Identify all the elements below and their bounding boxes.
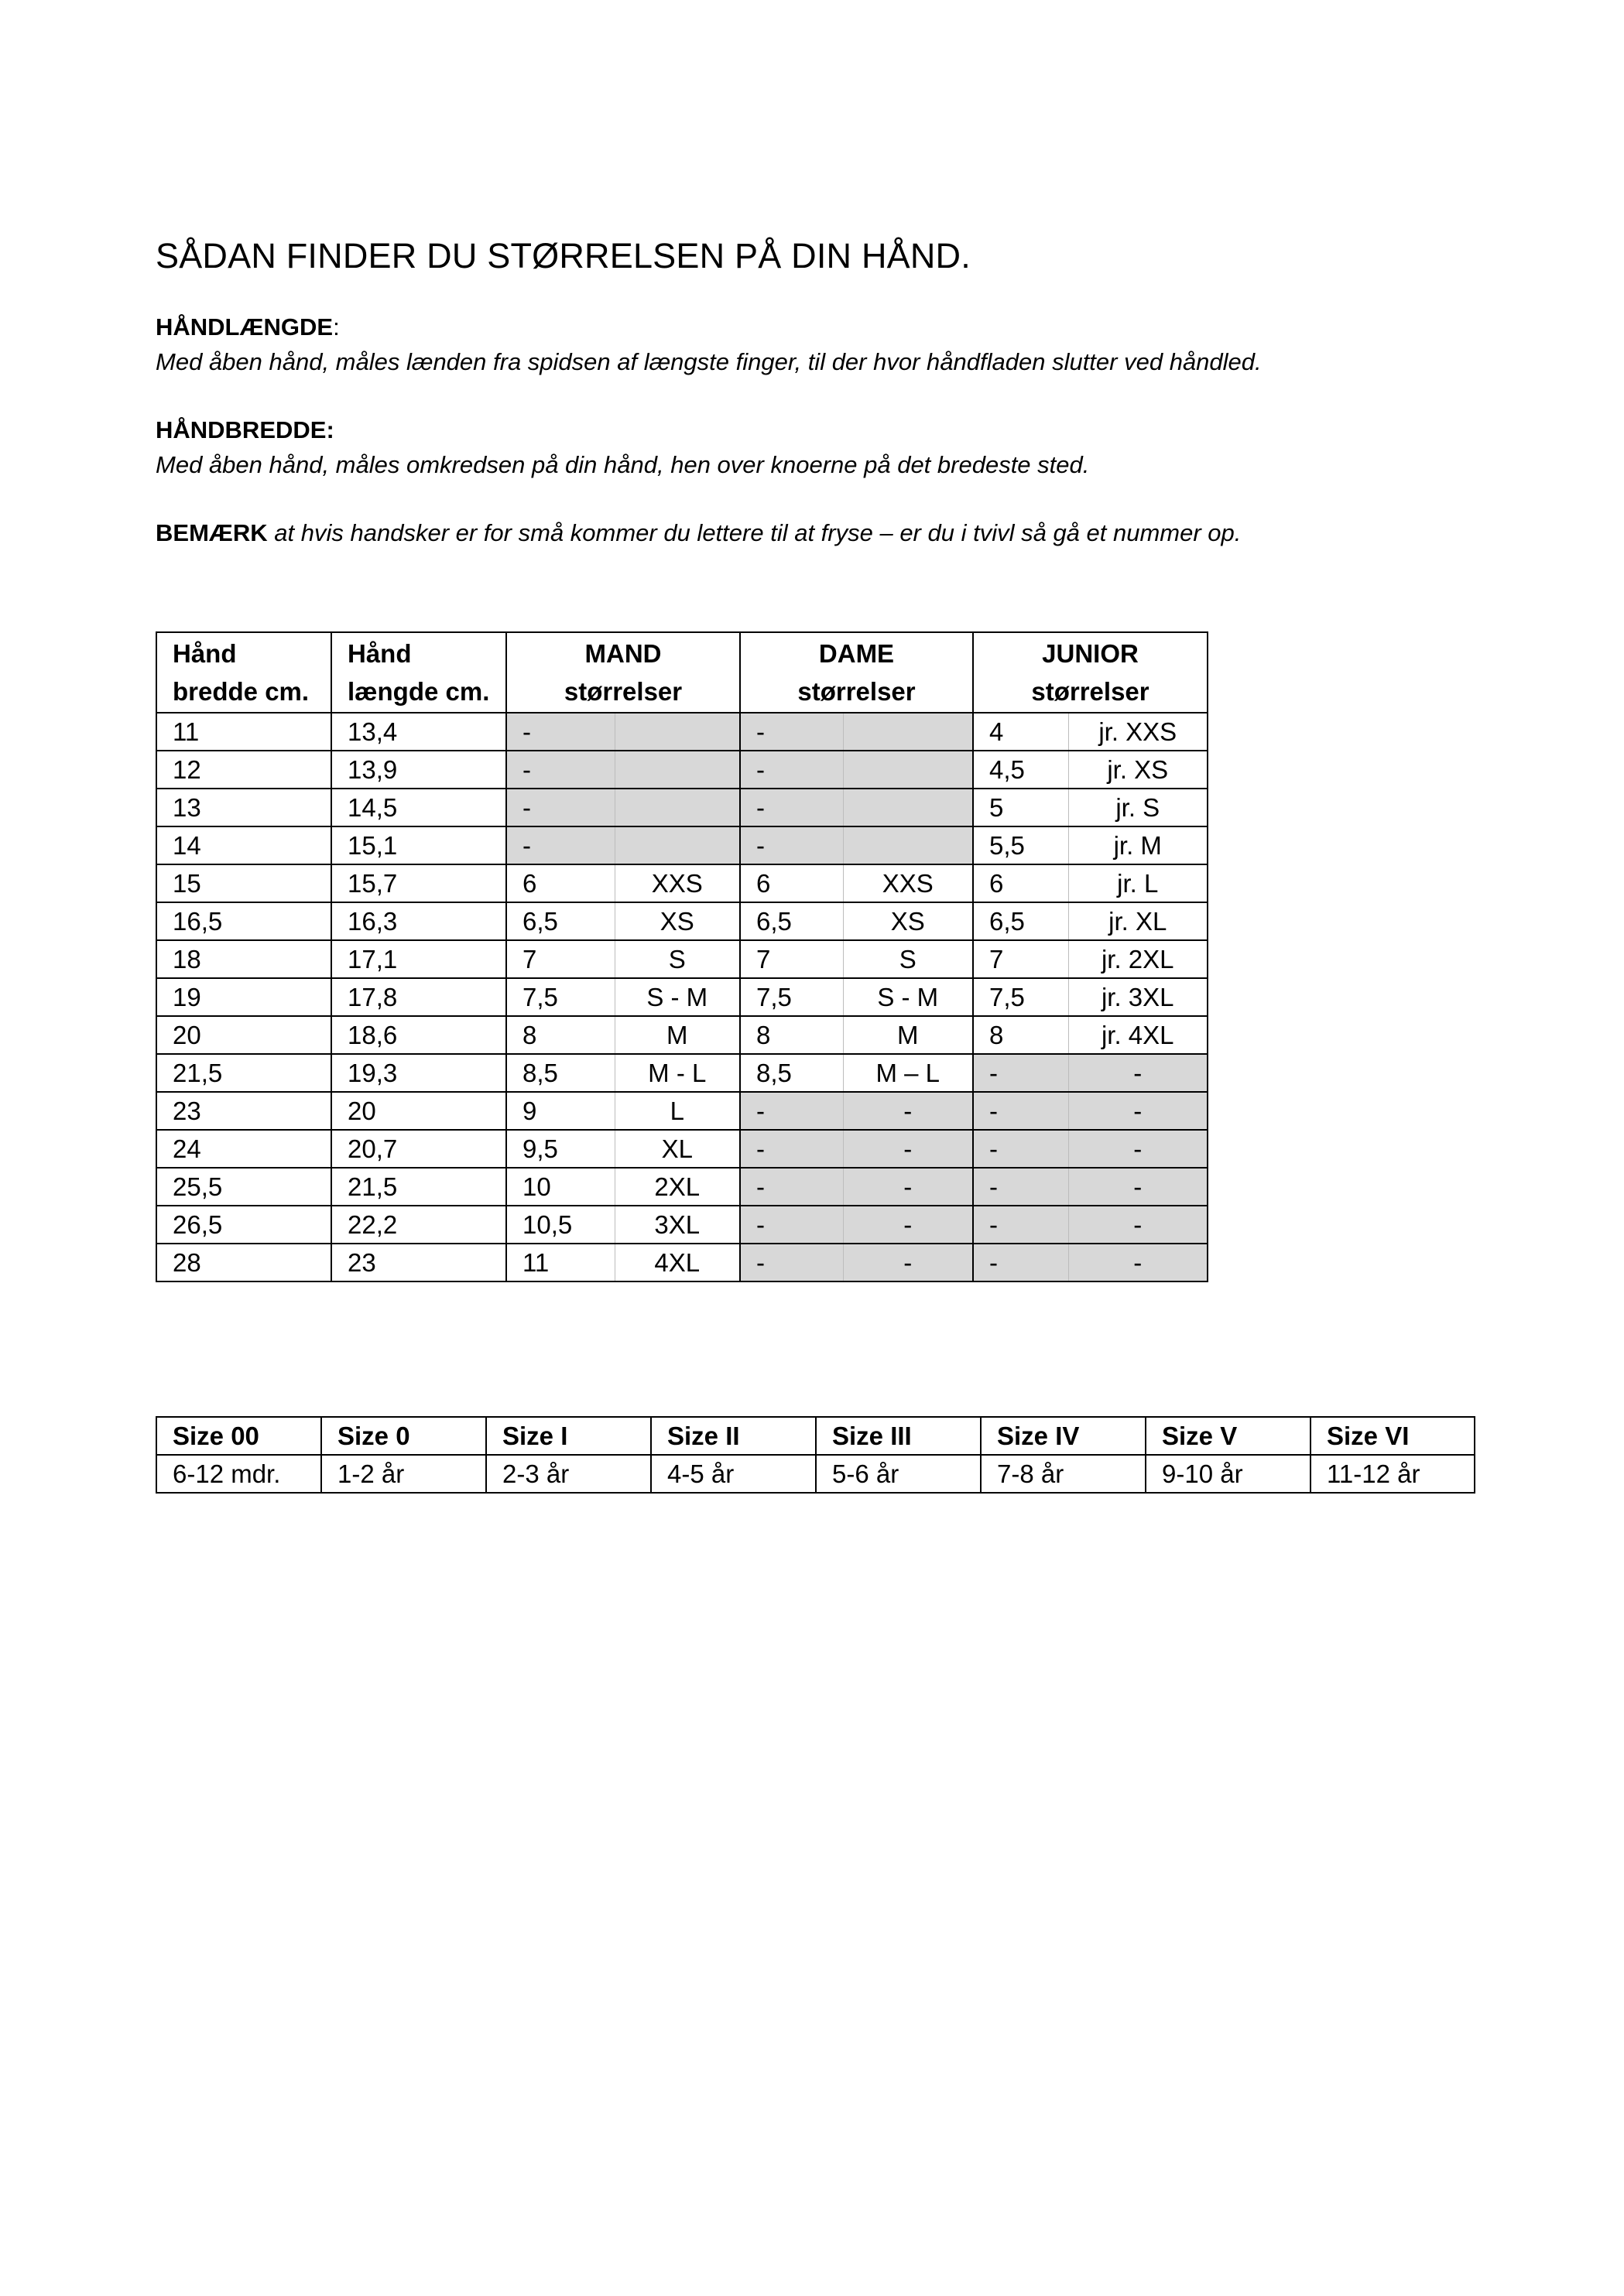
- table-cell-length: 17,8: [331, 978, 506, 1016]
- table-cell-width: 16,5: [156, 902, 331, 940]
- table-cell-dame-num: 6: [740, 864, 843, 902]
- table-cell-jr-num: 6,5: [973, 902, 1068, 940]
- header-hand-width: Hånd bredde cm.: [156, 632, 331, 713]
- table-cell-jr-num: -: [973, 1168, 1068, 1206]
- table-cell-dame-size: S: [843, 940, 973, 978]
- table-cell-mand-size: L: [615, 1092, 740, 1130]
- table-cell-jr-num: 7,5: [973, 978, 1068, 1016]
- hand-width-heading: HÅNDBREDDE:: [156, 416, 334, 443]
- table-cell-mand-size: S - M: [615, 978, 740, 1016]
- hand-width-section: [156, 412, 1089, 482]
- table-cell-jr-size: jr. 3XL: [1068, 978, 1208, 1016]
- table-cell-mand-num: 6: [506, 864, 615, 902]
- table-row: [156, 1244, 1208, 1281]
- table-cell-mand-num: 10: [506, 1168, 615, 1206]
- table-row: [156, 1054, 1208, 1092]
- kids-size-header: Size II: [651, 1417, 816, 1455]
- table-cell-mand-num: -: [506, 713, 615, 751]
- table-cell-jr-size: jr. XXS: [1068, 713, 1208, 751]
- table-cell-mand-size: XL: [615, 1130, 740, 1168]
- kids-age-cell: 4-5 år: [651, 1455, 816, 1493]
- table-cell-mand-size: 3XL: [615, 1206, 740, 1244]
- table-cell-mand-size: 4XL: [615, 1244, 740, 1281]
- table-cell-dame-num: -: [740, 1130, 843, 1168]
- hand-length-heading: HÅNDLÆNGDE: [156, 313, 334, 340]
- table-cell-mand-num: 8: [506, 1016, 615, 1054]
- table-cell-dame-num: -: [740, 713, 843, 751]
- table-cell-length: 13,4: [331, 713, 506, 751]
- table-cell-jr-num: -: [973, 1054, 1068, 1092]
- table-row: [156, 1168, 1208, 1206]
- kids-size-header: Size VI: [1311, 1417, 1475, 1455]
- hand-length-section: [156, 310, 1262, 379]
- table-cell-mand-size: S: [615, 940, 740, 978]
- table-cell-dame-num: -: [740, 1244, 843, 1281]
- table-cell-jr-num: 7: [973, 940, 1068, 978]
- table-cell-dame-size: -: [843, 1168, 973, 1206]
- table-cell-mand-num: 6,5: [506, 902, 615, 940]
- table-row: [156, 978, 1208, 1016]
- table-cell-mand-num: -: [506, 826, 615, 864]
- table-cell-mand-size: [615, 789, 740, 826]
- kids-age-cell: 11-12 år: [1311, 1455, 1475, 1493]
- table-row: [156, 940, 1208, 978]
- glove-size-table: [156, 631, 1208, 1282]
- table-cell-length: 15,1: [331, 826, 506, 864]
- table-cell-jr-num: -: [973, 1206, 1068, 1244]
- table-cell-width: 23: [156, 1092, 331, 1130]
- table-cell-jr-num: 8: [973, 1016, 1068, 1054]
- kids-age-cell: 2-3 år: [486, 1455, 651, 1493]
- table-cell-jr-size: jr. M: [1068, 826, 1208, 864]
- table-cell-dame-num: -: [740, 1206, 843, 1244]
- table-cell-dame-size: S - M: [843, 978, 973, 1016]
- table-cell-jr-size: -: [1068, 1168, 1208, 1206]
- table-cell-mand-num: 7: [506, 940, 615, 978]
- table-cell-length: 17,1: [331, 940, 506, 978]
- table-cell-width: 13: [156, 789, 331, 826]
- table-cell-mand-num: 11: [506, 1244, 615, 1281]
- table-cell-mand-num: 10,5: [506, 1206, 615, 1244]
- table-cell-width: 25,5: [156, 1168, 331, 1206]
- table-cell-dame-size: -: [843, 1244, 973, 1281]
- table-cell-length: 22,2: [331, 1206, 506, 1244]
- table-cell-mand-size: [615, 826, 740, 864]
- table-cell-mand-size: XXS: [615, 864, 740, 902]
- table-cell-mand-num: 8,5: [506, 1054, 615, 1092]
- table-cell-dame-num: -: [740, 751, 843, 789]
- table-cell-dame-num: -: [740, 789, 843, 826]
- table-cell-jr-num: 6: [973, 864, 1068, 902]
- table-cell-jr-size: -: [1068, 1054, 1208, 1092]
- table-cell-mand-size: M - L: [615, 1054, 740, 1092]
- table-cell-jr-num: -: [973, 1092, 1068, 1130]
- table-cell-width: 28: [156, 1244, 331, 1281]
- table-cell-jr-size: -: [1068, 1206, 1208, 1244]
- table-cell-length: 15,7: [331, 864, 506, 902]
- hand-width-text: Med åben hånd, måles omkredsen på din hånd, hen over knoerne på det bredeste sted.: [156, 451, 1090, 478]
- kids-header-row: [156, 1417, 1475, 1455]
- hand-length-text: Med åben hånd, måles lænden fra spidsen af længste finger, til der hvor håndfladen slutter ved håndled.: [156, 348, 1262, 375]
- table-row: [156, 713, 1208, 751]
- table-cell-dame-num: 8: [740, 1016, 843, 1054]
- table-cell-length: 20,7: [331, 1130, 506, 1168]
- table-cell-dame-num: -: [740, 1092, 843, 1130]
- table-cell-jr-num: -: [973, 1130, 1068, 1168]
- table-cell-width: 21,5: [156, 1054, 331, 1092]
- kids-size-header: Size 00: [156, 1417, 321, 1455]
- table-row: [156, 751, 1208, 789]
- table-row: [156, 1092, 1208, 1130]
- header-mand: MAND størrelser: [506, 632, 740, 713]
- table-cell-jr-num: -: [973, 1244, 1068, 1281]
- kids-age-row: [156, 1455, 1475, 1493]
- table-cell-length: 20: [331, 1092, 506, 1130]
- table-cell-dame-size: M: [843, 1016, 973, 1054]
- table-cell-jr-size: jr. XL: [1068, 902, 1208, 940]
- kids-size-header: Size V: [1146, 1417, 1311, 1455]
- table-cell-length: 23: [331, 1244, 506, 1281]
- table-cell-dame-size: [843, 751, 973, 789]
- table-cell-mand-size: XS: [615, 902, 740, 940]
- table-cell-jr-size: -: [1068, 1244, 1208, 1281]
- table-cell-dame-size: -: [843, 1092, 973, 1130]
- table-cell-jr-size: -: [1068, 1130, 1208, 1168]
- table-cell-dame-size: [843, 826, 973, 864]
- table-cell-length: 21,5: [331, 1168, 506, 1206]
- table-cell-dame-size: [843, 713, 973, 751]
- table-row: [156, 826, 1208, 864]
- page-title: SÅDAN FINDER DU STØRRELSEN PÅ DIN HÅND.: [156, 236, 971, 275]
- table-cell-width: 26,5: [156, 1206, 331, 1244]
- table-cell-jr-size: jr. 4XL: [1068, 1016, 1208, 1054]
- table-row: [156, 789, 1208, 826]
- table-cell-dame-num: 7: [740, 940, 843, 978]
- table-cell-width: 11: [156, 713, 331, 751]
- table-cell-jr-num: 5: [973, 789, 1068, 826]
- hand-length-colon: :: [333, 313, 340, 340]
- table-cell-mand-num: -: [506, 751, 615, 789]
- table-cell-jr-size: jr. S: [1068, 789, 1208, 826]
- table-cell-width: 12: [156, 751, 331, 789]
- table-cell-mand-size: [615, 751, 740, 789]
- table-cell-length: 19,3: [331, 1054, 506, 1092]
- table-cell-mand-num: -: [506, 789, 615, 826]
- kids-age-cell: 5-6 år: [816, 1455, 981, 1493]
- table-cell-mand-num: 9: [506, 1092, 615, 1130]
- kids-age-cell: 1-2 år: [321, 1455, 486, 1493]
- table-cell-jr-num: 5,5: [973, 826, 1068, 864]
- note-text: at hvis handsker er for små kommer du lettere til at fryse – er du i tvivl så gå et nummer op.: [267, 519, 1242, 546]
- table-cell-jr-size: jr. L: [1068, 864, 1208, 902]
- table-cell-dame-num: -: [740, 826, 843, 864]
- table-cell-width: 19: [156, 978, 331, 1016]
- kids-size-header: Size I: [486, 1417, 651, 1455]
- table-row: [156, 1016, 1208, 1054]
- table-header-row: [156, 632, 1208, 713]
- table-cell-length: 13,9: [331, 751, 506, 789]
- table-cell-width: 15: [156, 864, 331, 902]
- kids-age-cell: 7-8 år: [981, 1455, 1146, 1493]
- table-cell-dame-size: XXS: [843, 864, 973, 902]
- kids-age-cell: 9-10 år: [1146, 1455, 1311, 1493]
- table-cell-mand-size: M: [615, 1016, 740, 1054]
- table-cell-dame-size: M – L: [843, 1054, 973, 1092]
- table-cell-mand-size: 2XL: [615, 1168, 740, 1206]
- kids-size-header: Size IV: [981, 1417, 1146, 1455]
- table-cell-length: 14,5: [331, 789, 506, 826]
- kids-size-header: Size 0: [321, 1417, 486, 1455]
- table-row: [156, 1130, 1208, 1168]
- table-cell-dame-num: 6,5: [740, 902, 843, 940]
- table-cell-dame-size: -: [843, 1206, 973, 1244]
- table-cell-jr-num: 4,5: [973, 751, 1068, 789]
- table-row: [156, 864, 1208, 902]
- table-cell-length: 18,6: [331, 1016, 506, 1054]
- table-row: [156, 902, 1208, 940]
- table-cell-dame-num: -: [740, 1168, 843, 1206]
- header-dame: DAME størrelser: [740, 632, 973, 713]
- table-cell-dame-size: XS: [843, 902, 973, 940]
- table-cell-dame-size: -: [843, 1130, 973, 1168]
- table-cell-width: 14: [156, 826, 331, 864]
- table-row: [156, 1206, 1208, 1244]
- table-cell-jr-size: jr. 2XL: [1068, 940, 1208, 978]
- header-junior: JUNIOR størrelser: [973, 632, 1208, 713]
- table-cell-mand-num: 9,5: [506, 1130, 615, 1168]
- table-cell-width: 24: [156, 1130, 331, 1168]
- table-cell-width: 20: [156, 1016, 331, 1054]
- table-cell-width: 18: [156, 940, 331, 978]
- note-label: BEMÆRK: [156, 519, 268, 546]
- table-cell-length: 16,3: [331, 902, 506, 940]
- table-cell-jr-size: jr. XS: [1068, 751, 1208, 789]
- table-cell-jr-num: 4: [973, 713, 1068, 751]
- table-cell-dame-num: 8,5: [740, 1054, 843, 1092]
- kids-size-table: [156, 1416, 1475, 1494]
- table-cell-jr-size: -: [1068, 1092, 1208, 1130]
- kids-age-cell: 6-12 mdr.: [156, 1455, 321, 1493]
- header-hand-length: Hånd længde cm.: [331, 632, 506, 713]
- kids-size-header: Size III: [816, 1417, 981, 1455]
- table-cell-dame-num: 7,5: [740, 978, 843, 1016]
- table-cell-mand-size: [615, 713, 740, 751]
- table-cell-mand-num: 7,5: [506, 978, 615, 1016]
- note-paragraph: [156, 515, 1241, 550]
- table-cell-dame-size: [843, 789, 973, 826]
